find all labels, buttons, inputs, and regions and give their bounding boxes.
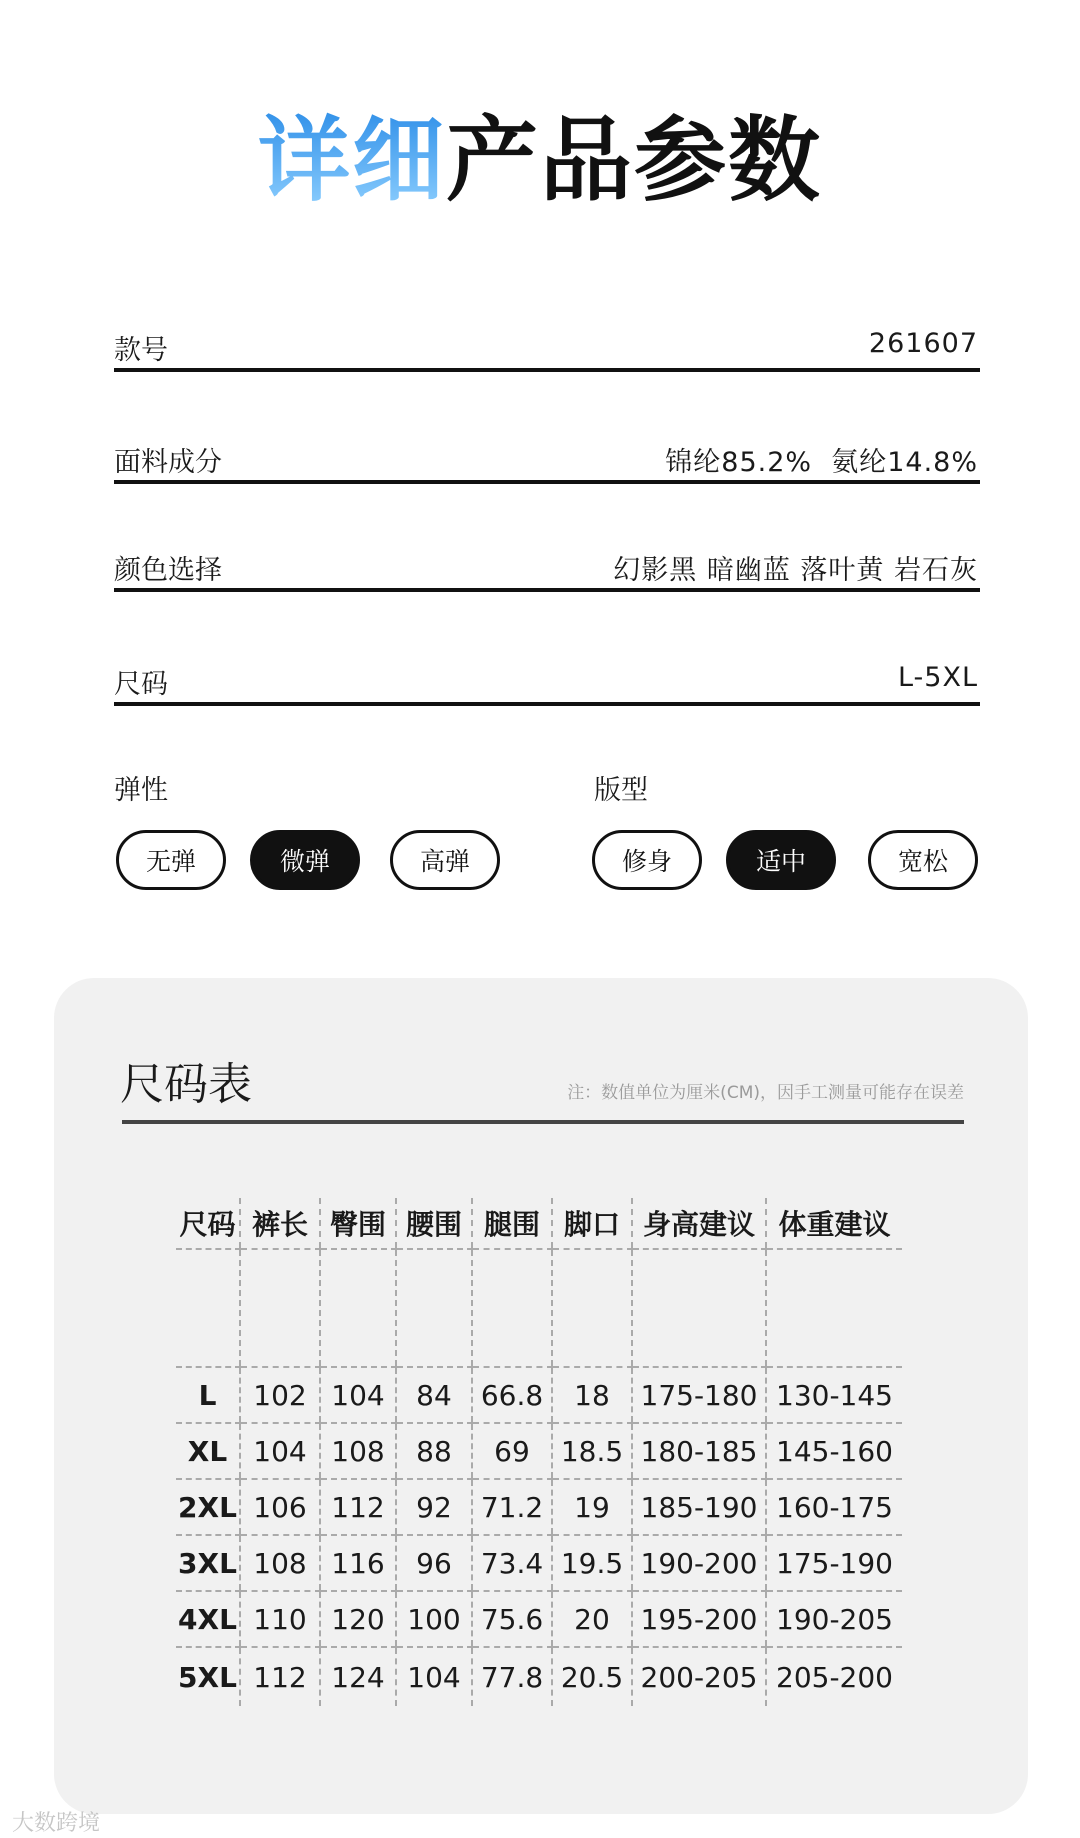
table-cell: 69 bbox=[472, 1423, 552, 1479]
elasticity-option-none[interactable]: 无弹 bbox=[116, 830, 226, 890]
table-cell: 108 bbox=[240, 1535, 320, 1591]
fit-label: 版型 bbox=[594, 775, 648, 806]
header-cell: 脚口 bbox=[552, 1198, 632, 1249]
size-cell: 3XL bbox=[176, 1535, 240, 1591]
table-cell: 145-160 bbox=[766, 1423, 902, 1479]
table-cell: 18 bbox=[552, 1367, 632, 1423]
spec-label: 面料成分 bbox=[114, 447, 222, 478]
table-cell: 104 bbox=[320, 1367, 396, 1423]
fit-option-loose[interactable]: 宽松 bbox=[868, 830, 978, 890]
table-cell: 180-185 bbox=[632, 1423, 766, 1479]
spec-label: 尺码 bbox=[114, 669, 168, 700]
table-cell: 20.5 bbox=[552, 1647, 632, 1706]
size-table-header bbox=[176, 1198, 902, 1249]
table-cell: 104 bbox=[240, 1423, 320, 1479]
spec-label: 款号 bbox=[114, 335, 168, 366]
size-chart-title: 尺码表 bbox=[120, 1059, 252, 1110]
size-chart-divider bbox=[122, 1120, 964, 1124]
table-cell: 175-190 bbox=[766, 1535, 902, 1591]
table-cell: 120 bbox=[320, 1591, 396, 1647]
table-cell: 124 bbox=[320, 1647, 396, 1706]
header-cell: 体重建议 bbox=[766, 1198, 902, 1249]
title-highlight: 详细 bbox=[257, 107, 446, 214]
size-cell: L bbox=[176, 1367, 240, 1423]
fit-option-regular[interactable]: 适中 bbox=[726, 830, 836, 890]
table-cell: 18.5 bbox=[552, 1423, 632, 1479]
table-cell: 92 bbox=[396, 1479, 472, 1535]
spec-row-size-range bbox=[114, 662, 980, 706]
size-cell: XL bbox=[176, 1423, 240, 1479]
elasticity-option-high[interactable]: 高弹 bbox=[390, 830, 500, 890]
table-cell: 19.5 bbox=[552, 1535, 632, 1591]
table-cell: 104 bbox=[396, 1647, 472, 1706]
fit-option-slim[interactable]: 修身 bbox=[592, 830, 702, 890]
elasticity-label: 弹性 bbox=[114, 775, 168, 806]
table-cell: 71.2 bbox=[472, 1479, 552, 1535]
page-title bbox=[0, 107, 1080, 214]
table-cell: 130-145 bbox=[766, 1367, 902, 1423]
table-cell: 100 bbox=[396, 1591, 472, 1647]
header-cell: 裤长 bbox=[240, 1198, 320, 1249]
spec-row-fabric bbox=[114, 440, 980, 484]
table-row bbox=[176, 1647, 902, 1706]
header-cell: 臀围 bbox=[320, 1198, 396, 1249]
elasticity-option-slight[interactable]: 微弹 bbox=[250, 830, 360, 890]
size-cell: 4XL bbox=[176, 1591, 240, 1647]
spec-row-colors bbox=[114, 548, 980, 592]
table-cell: 205-200 bbox=[766, 1647, 902, 1706]
table-cell: 190-200 bbox=[632, 1535, 766, 1591]
spec-label: 颜色选择 bbox=[114, 555, 222, 586]
table-cell: 200-205 bbox=[632, 1647, 766, 1706]
table-cell: 75.6 bbox=[472, 1591, 552, 1647]
table-cell: 112 bbox=[320, 1479, 396, 1535]
table-cell: 112 bbox=[240, 1647, 320, 1706]
size-chart-card bbox=[54, 978, 1028, 1814]
table-cell: 102 bbox=[240, 1367, 320, 1423]
table-cell: 110 bbox=[240, 1591, 320, 1647]
header-cell: 身高建议 bbox=[632, 1198, 766, 1249]
table-cell: 73.4 bbox=[472, 1535, 552, 1591]
table-cell: 66.8 bbox=[472, 1367, 552, 1423]
table-row bbox=[176, 1423, 902, 1479]
table-cell: 116 bbox=[320, 1535, 396, 1591]
spec-value: 锦纶85.2% 氨纶14.8% bbox=[665, 447, 978, 478]
header-cell: 腿围 bbox=[472, 1198, 552, 1249]
header-cell: 腰围 bbox=[396, 1198, 472, 1249]
header-cell: 尺码 bbox=[176, 1198, 240, 1249]
title-main: 产品参数 bbox=[446, 107, 823, 214]
table-cell: 160-175 bbox=[766, 1479, 902, 1535]
size-chart-note: 注：数值单位为厘米(CM)，因手工测量可能存在误差 bbox=[567, 1083, 964, 1103]
spec-value: L-5XL bbox=[897, 662, 978, 693]
table-cell: 84 bbox=[396, 1367, 472, 1423]
table-cell: 190-205 bbox=[766, 1591, 902, 1647]
table-cell: 108 bbox=[320, 1423, 396, 1479]
table-cell: 96 bbox=[396, 1535, 472, 1591]
table-cell: 185-190 bbox=[632, 1479, 766, 1535]
table-cell: 195-200 bbox=[632, 1591, 766, 1647]
table-row bbox=[176, 1479, 902, 1535]
spec-value: 幻影黑 暗幽蓝 落叶黄 岩石灰 bbox=[613, 555, 978, 586]
table-cell: 88 bbox=[396, 1423, 472, 1479]
watermark: 大数跨境 bbox=[12, 1811, 101, 1836]
table-row bbox=[176, 1591, 902, 1647]
table-cell: 175-180 bbox=[632, 1367, 766, 1423]
size-cell: 2XL bbox=[176, 1479, 240, 1535]
table-cell: 20 bbox=[552, 1591, 632, 1647]
table-row bbox=[176, 1367, 902, 1423]
size-cell: 5XL bbox=[178, 1660, 237, 1694]
spec-value: 261607 bbox=[868, 328, 978, 359]
spec-row-style-number bbox=[114, 328, 980, 372]
table-cell: 106 bbox=[240, 1479, 320, 1535]
table-row bbox=[176, 1535, 902, 1591]
table-cell: 19 bbox=[552, 1479, 632, 1535]
size-table bbox=[176, 1198, 902, 1706]
table-cell: 77.8 bbox=[472, 1647, 552, 1706]
size-table-spacer bbox=[176, 1249, 902, 1367]
